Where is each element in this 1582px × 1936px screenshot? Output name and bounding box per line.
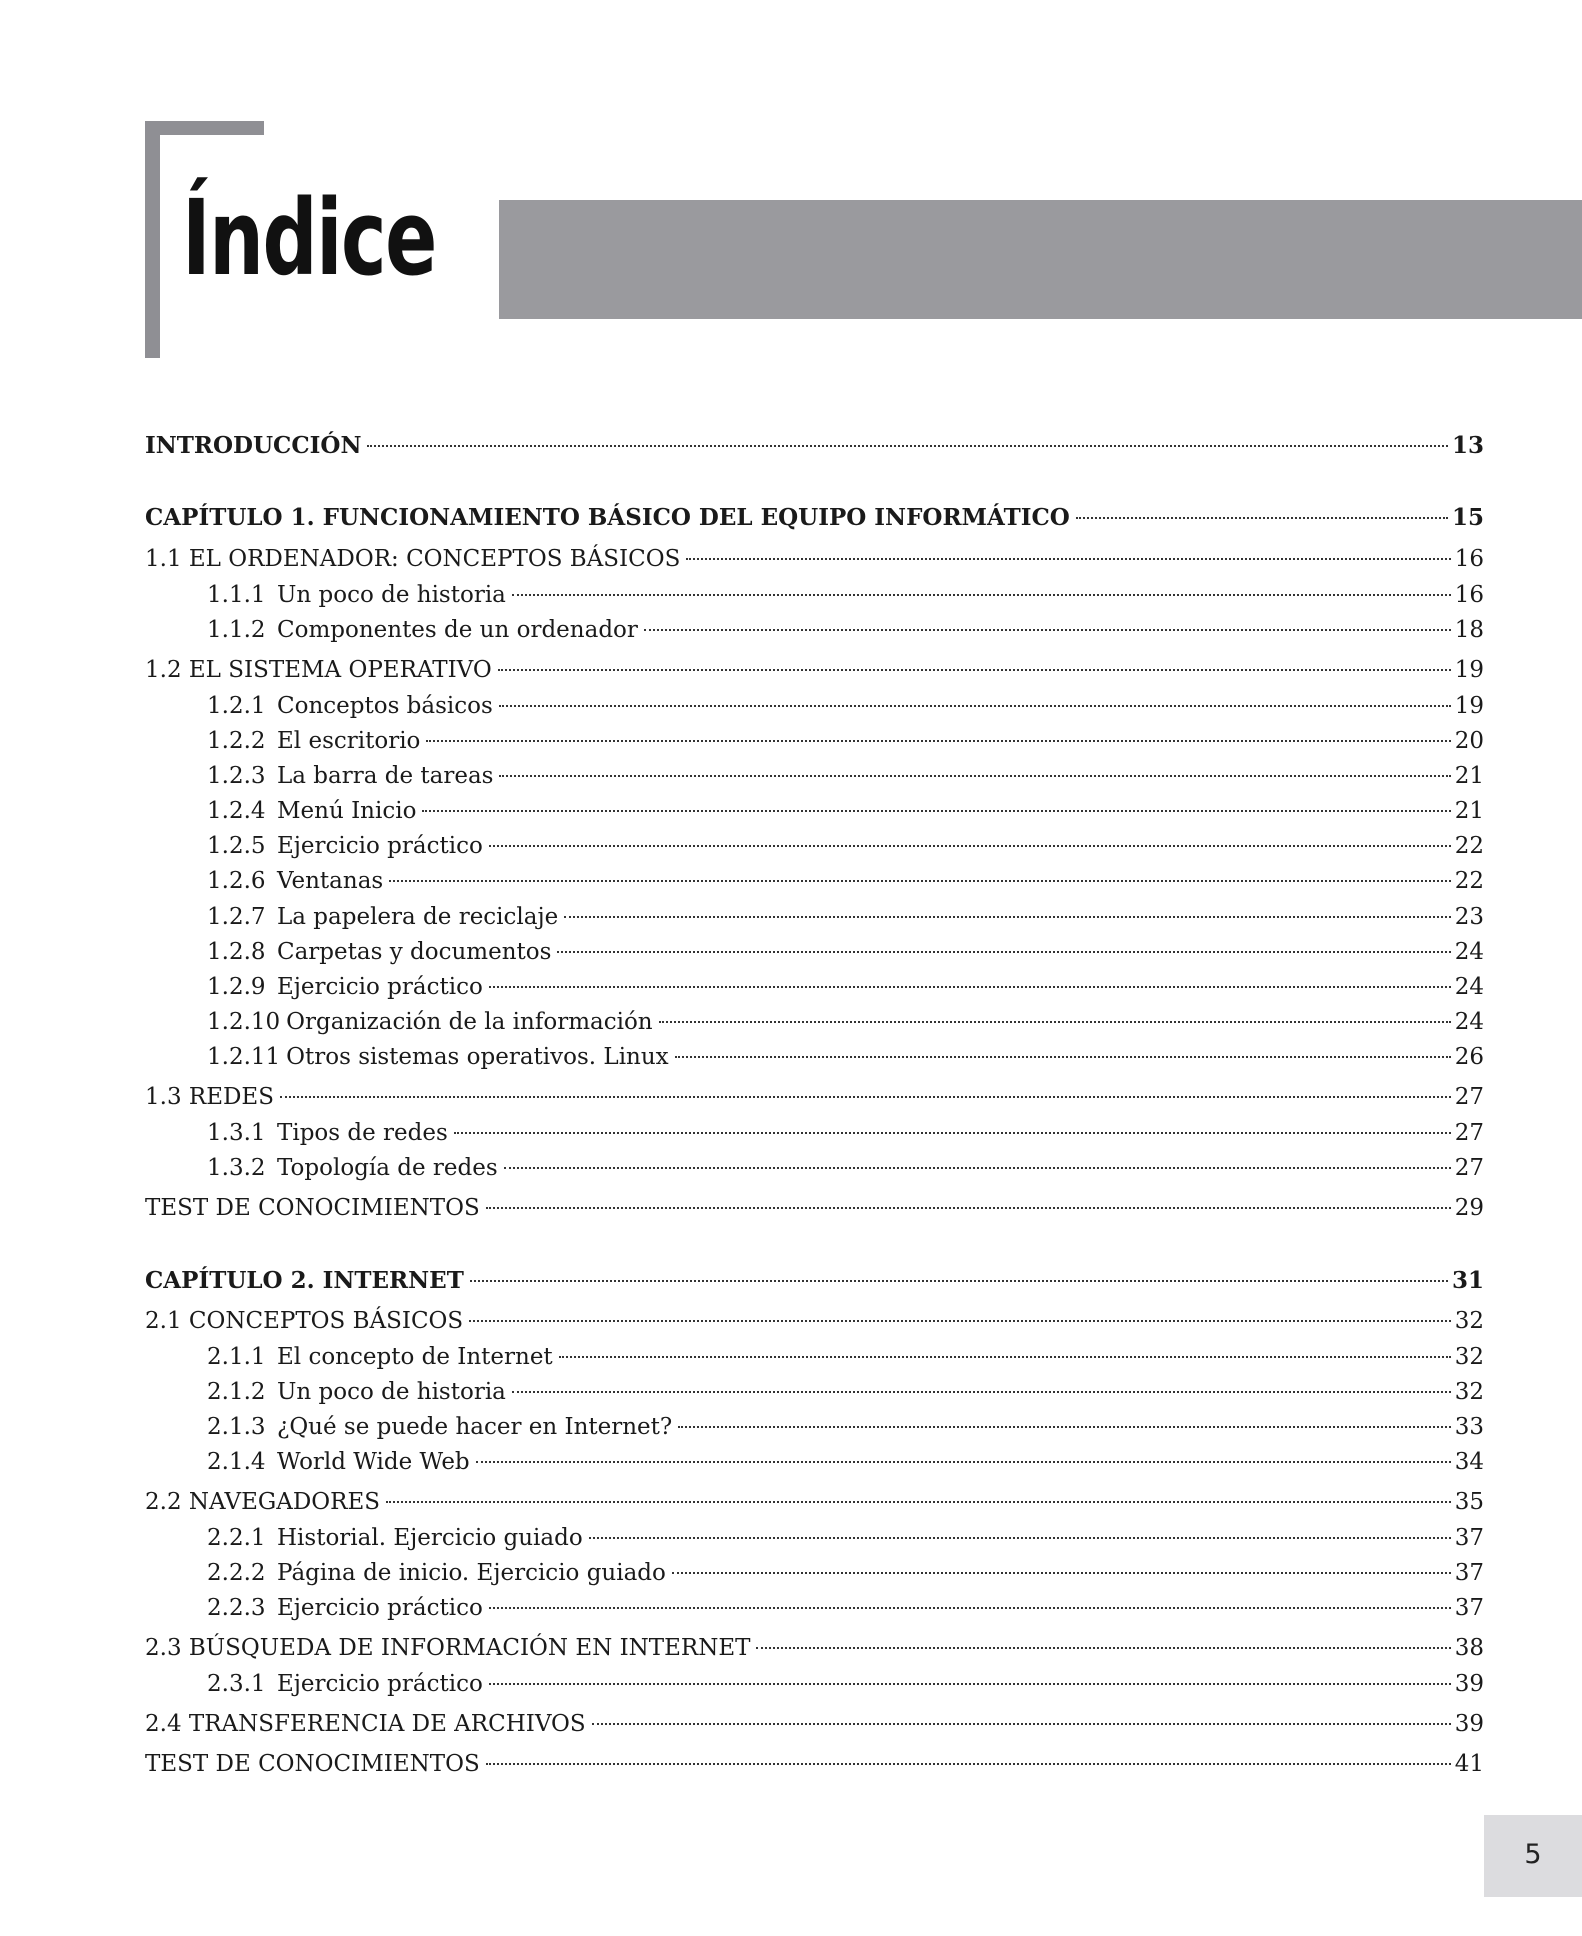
- toc-entry[interactable]: [145, 653, 1484, 687]
- dot-leader: [592, 1723, 1451, 1725]
- toc-entry-title: [207, 829, 483, 863]
- dot-leader: [559, 1356, 1451, 1358]
- toc-entry[interactable]: [145, 429, 1484, 463]
- toc-entry-label: 2.2 NAVEGADORES: [145, 1489, 381, 1515]
- toc-entry-number: 2.1.1: [207, 1344, 266, 1370]
- toc-entry-title: [145, 1747, 480, 1781]
- dot-leader: [367, 445, 1448, 447]
- toc-entry[interactable]: [145, 1375, 1484, 1409]
- toc-entry[interactable]: [145, 1191, 1484, 1225]
- toc-entry-label: Ejercicio práctico: [277, 974, 483, 1000]
- toc-entry[interactable]: [145, 578, 1484, 612]
- toc-entry-number: 1.2.9: [207, 974, 266, 1000]
- page-number: 5: [1524, 1839, 1542, 1870]
- toc-entry-title: [145, 1631, 750, 1665]
- dot-leader: [686, 558, 1450, 560]
- toc-entry-title: [145, 1707, 586, 1741]
- toc-entry-number: 1.1.1: [207, 582, 266, 608]
- toc-entry-number: 1.2.7: [207, 904, 266, 930]
- toc-entry-title: [207, 724, 420, 758]
- toc-entry[interactable]: [145, 689, 1484, 723]
- title-bracket-vertical: [145, 121, 160, 358]
- dot-leader: [678, 1426, 1450, 1428]
- toc-entry-page: 38: [1454, 1635, 1484, 1661]
- toc-entry-page: 16: [1454, 582, 1484, 608]
- toc-entry[interactable]: [145, 613, 1484, 647]
- toc-entry-label: CAPÍTULO 2. INTERNET: [145, 1267, 464, 1294]
- toc-entry-title: [207, 1521, 583, 1555]
- toc-entry-page: 32: [1454, 1308, 1484, 1334]
- toc-entry[interactable]: [145, 542, 1484, 576]
- toc-entry[interactable]: [145, 724, 1484, 758]
- toc-entry-label: 2.3 BÚSQUEDA DE INFORMACIÓN EN INTERNET: [145, 1635, 751, 1661]
- title-bracket-horizontal: [145, 121, 264, 135]
- dot-leader: [756, 1647, 1450, 1649]
- toc-entry-label: TEST DE CONOCIMIENTOS: [145, 1751, 480, 1777]
- dot-leader: [489, 1607, 1451, 1609]
- dot-leader: [557, 951, 1450, 953]
- toc-entry[interactable]: [145, 1591, 1484, 1625]
- toc-entry-title: [207, 1040, 669, 1074]
- toc-entry-page: 22: [1454, 868, 1484, 894]
- toc-entry[interactable]: [145, 1264, 1484, 1298]
- toc-entry-number: 2.2.3: [207, 1595, 266, 1621]
- toc-entry-title: [145, 429, 361, 463]
- toc-entry-label: 2.4 TRANSFERENCIA DE ARCHIVOS: [145, 1711, 586, 1737]
- toc-entry[interactable]: [145, 1445, 1484, 1479]
- toc-entry-page: 22: [1454, 833, 1484, 859]
- toc-entry-number: 1.2.3: [207, 763, 266, 789]
- toc-entry-page: 32: [1454, 1379, 1484, 1405]
- toc-entry-page: 20: [1454, 728, 1484, 754]
- dot-leader: [589, 1537, 1451, 1539]
- toc-entry-label: INTRODUCCIÓN: [145, 432, 362, 459]
- dot-leader: [454, 1132, 1451, 1134]
- toc-entry-title: [207, 689, 493, 723]
- dot-leader: [470, 1280, 1448, 1282]
- dot-leader: [504, 1167, 1451, 1169]
- toc-entry-label: 1.3 REDES: [145, 1084, 274, 1110]
- toc-entry-title: [207, 613, 638, 647]
- page-title: Índice: [182, 177, 436, 299]
- toc-entry-label: El concepto de Internet: [277, 1344, 553, 1370]
- toc-entry-title: [207, 1445, 470, 1479]
- toc-entry-number: 2.2.1: [207, 1525, 266, 1551]
- toc-entry-label: Ejercicio práctico: [277, 1671, 483, 1697]
- toc-entry[interactable]: [145, 1556, 1484, 1590]
- toc-entry[interactable]: [145, 900, 1484, 934]
- toc-entry-label: La barra de tareas: [277, 763, 494, 789]
- toc-entry-title: [207, 759, 493, 793]
- toc-entry-title: [207, 578, 506, 612]
- toc-entry-label: Menú Inicio: [277, 798, 417, 824]
- dot-leader: [476, 1461, 1451, 1463]
- toc-entry-number: 1.2.5: [207, 833, 266, 859]
- toc-entry-page: 24: [1454, 939, 1484, 965]
- toc-entry[interactable]: [145, 970, 1484, 1004]
- toc-entry-number: 1.3.1: [207, 1120, 266, 1146]
- toc-entry-title: [207, 1591, 483, 1625]
- toc-entry-label: La papelera de reciclaje: [277, 904, 559, 930]
- toc-entry[interactable]: [145, 829, 1484, 863]
- toc-entry-page: 13: [1451, 432, 1484, 459]
- toc-entry-page: 21: [1454, 798, 1484, 824]
- toc-entry[interactable]: [145, 1707, 1484, 1741]
- toc-entry-title: [207, 1116, 448, 1150]
- toc-entry-label: Un poco de historia: [277, 582, 506, 608]
- toc-entry-page: 19: [1454, 657, 1484, 683]
- dot-leader: [389, 880, 1451, 882]
- toc-entry-page: 37: [1454, 1560, 1484, 1586]
- toc-entry[interactable]: [145, 935, 1484, 969]
- toc-entry-page: 31: [1451, 1267, 1484, 1294]
- toc-entry-label: Componentes de un ordenador: [277, 617, 638, 643]
- toc-entry-number: 2.3.1: [207, 1671, 266, 1697]
- toc-entry-number: 1.2.4: [207, 798, 266, 824]
- toc-entry-label: CAPÍTULO 1. FUNCIONAMIENTO BÁSICO DEL EQUIPO INFORMÁTICO: [145, 504, 1070, 531]
- toc-entry[interactable]: [145, 501, 1484, 535]
- toc-entry[interactable]: [145, 1631, 1484, 1665]
- dot-leader: [1076, 517, 1448, 519]
- dot-leader: [422, 810, 1450, 812]
- toc-entry-page: 41: [1454, 1751, 1484, 1777]
- toc-entry-label: 1.2 EL SISTEMA OPERATIVO: [145, 657, 492, 683]
- toc-entry-label: Carpetas y documentos: [277, 939, 552, 965]
- toc-entry[interactable]: [145, 1340, 1484, 1374]
- toc-entry-page: 35: [1454, 1489, 1484, 1515]
- dot-leader: [426, 740, 1450, 742]
- page-number-box: [1484, 1815, 1582, 1897]
- toc-entry-page: 37: [1454, 1595, 1484, 1621]
- toc-entry[interactable]: [145, 1116, 1484, 1150]
- toc-entry-label: Otros sistemas operativos. Linux: [286, 1044, 669, 1070]
- toc-entry-number: 2.1.4: [207, 1449, 266, 1475]
- toc-entry-title: [145, 653, 492, 687]
- toc-entry-number: 2.1.3: [207, 1414, 266, 1440]
- toc-entry-number: 1.2.8: [207, 939, 266, 965]
- toc-entry-page: 24: [1454, 1009, 1484, 1035]
- toc-entry-page: 18: [1454, 617, 1484, 643]
- dot-leader: [675, 1056, 1451, 1058]
- toc-entry-label: Topología de redes: [277, 1155, 498, 1181]
- dot-leader: [489, 845, 1451, 847]
- toc-entry[interactable]: [145, 1005, 1484, 1039]
- toc-entry-title: [207, 1667, 483, 1701]
- toc-entry-title: [145, 1264, 464, 1298]
- toc-entry-label: Ejercicio práctico: [277, 1595, 483, 1621]
- toc-entry-label: Página de inicio. Ejercicio guiado: [277, 1560, 666, 1586]
- toc-entry-page: 34: [1454, 1449, 1484, 1475]
- toc-entry-label: Ejercicio práctico: [277, 833, 483, 859]
- dot-leader: [672, 1572, 1451, 1574]
- toc-entry-title: [207, 1375, 506, 1409]
- toc-entry-title: [207, 1005, 653, 1039]
- toc-entry-page: 16: [1454, 546, 1484, 572]
- toc-entry-label: Un poco de historia: [277, 1379, 506, 1405]
- toc-entry-page: 39: [1454, 1711, 1484, 1737]
- title-gray-bar: [499, 200, 1582, 319]
- toc-entry-title: [207, 1151, 498, 1185]
- toc-entry[interactable]: [145, 1747, 1484, 1781]
- dot-leader: [659, 1021, 1451, 1023]
- toc-entry[interactable]: [145, 1521, 1484, 1555]
- toc-entry[interactable]: [145, 794, 1484, 828]
- dot-leader: [644, 629, 1451, 631]
- toc-entry[interactable]: [145, 1667, 1484, 1701]
- toc-entry-page: 39: [1454, 1671, 1484, 1697]
- toc-entry[interactable]: [145, 1410, 1484, 1444]
- toc-entry[interactable]: [145, 1151, 1484, 1185]
- dot-leader: [564, 916, 1450, 918]
- dot-leader: [512, 1391, 1451, 1393]
- toc-entry-number: 1.2.2: [207, 728, 266, 754]
- toc-entry-label: Historial. Ejercicio guiado: [277, 1525, 583, 1551]
- dot-leader: [489, 986, 1451, 988]
- toc-entry[interactable]: [145, 1304, 1484, 1338]
- toc-entry-number: 1.2.6: [207, 868, 266, 894]
- toc-entry-page: 27: [1454, 1084, 1484, 1110]
- toc-entry-page: 29: [1454, 1195, 1484, 1221]
- dot-leader: [499, 775, 1450, 777]
- toc-entry-number: 1.3.2: [207, 1155, 266, 1181]
- toc-entry-label: Organización de la información: [286, 1009, 653, 1035]
- toc-entry-title: [207, 1340, 553, 1374]
- dot-leader: [489, 1683, 1451, 1685]
- toc-entry-title: [207, 970, 483, 1004]
- toc-entry-page: 23: [1454, 904, 1484, 930]
- toc-entry-label: El escritorio: [277, 728, 421, 754]
- dot-leader: [486, 1763, 1451, 1765]
- toc-entry-label: World Wide Web: [277, 1449, 470, 1475]
- dot-leader: [280, 1096, 1451, 1098]
- dot-leader: [469, 1320, 1451, 1322]
- toc-entry-title: [207, 900, 558, 934]
- toc-entry[interactable]: [145, 1485, 1484, 1519]
- toc-entry-page: 15: [1451, 504, 1484, 531]
- toc-entry-label: Ventanas: [277, 868, 384, 894]
- toc-entry-label: ¿Qué se puede hacer en Internet?: [277, 1414, 673, 1440]
- toc-entry-label: Tipos de redes: [277, 1120, 448, 1146]
- toc-entry-title: [145, 542, 680, 576]
- toc-entry-number: 1.1.2: [207, 617, 266, 643]
- dot-leader: [499, 705, 1451, 707]
- toc-entry-label: Conceptos básicos: [277, 693, 493, 719]
- toc-entry-page: 27: [1454, 1155, 1484, 1181]
- toc-entry-title: [145, 501, 1070, 535]
- dot-leader: [486, 1207, 1451, 1209]
- dot-leader: [498, 669, 1451, 671]
- toc-entry-title: [145, 1080, 274, 1114]
- toc-entry-title: [207, 1410, 672, 1444]
- toc-entry-number: 2.2.2: [207, 1560, 266, 1586]
- toc-entry-page: 33: [1454, 1414, 1484, 1440]
- toc-entry-page: 37: [1454, 1525, 1484, 1551]
- toc-entry-page: 24: [1454, 974, 1484, 1000]
- toc-entry-title: [207, 864, 383, 898]
- toc-entry[interactable]: [145, 759, 1484, 793]
- toc-entry-label: 2.1 CONCEPTOS BÁSICOS: [145, 1308, 464, 1334]
- toc-entry[interactable]: [145, 1040, 1484, 1074]
- toc-entry-page: 26: [1454, 1044, 1484, 1070]
- toc-entry-title: [145, 1191, 480, 1225]
- toc-entry-title: [145, 1304, 463, 1338]
- dot-leader: [512, 594, 1451, 596]
- toc-entry-page: 32: [1454, 1344, 1484, 1370]
- toc-entry-number: 1.2.1: [207, 693, 266, 719]
- toc-entry-title: [207, 1556, 666, 1590]
- toc-entry[interactable]: [145, 864, 1484, 898]
- dot-leader: [386, 1501, 1451, 1503]
- toc-entry-page: 19: [1454, 693, 1484, 719]
- toc-entry-page: 21: [1454, 763, 1484, 789]
- toc-entry-page: 27: [1454, 1120, 1484, 1146]
- toc-entry-title: [145, 1485, 380, 1519]
- toc-entry-label: 1.1 EL ORDENADOR: CONCEPTOS BÁSICOS: [145, 546, 681, 572]
- toc-entry-number: 2.1.2: [207, 1379, 266, 1405]
- toc-entry-title: [207, 794, 416, 828]
- toc-entry-title: [207, 935, 551, 969]
- toc-entry[interactable]: [145, 1080, 1484, 1114]
- toc-entry-label: TEST DE CONOCIMIENTOS: [145, 1195, 480, 1221]
- toc-entry-number: 1.2.10: [207, 1009, 281, 1035]
- toc-entry-number: 1.2.11: [207, 1044, 281, 1070]
